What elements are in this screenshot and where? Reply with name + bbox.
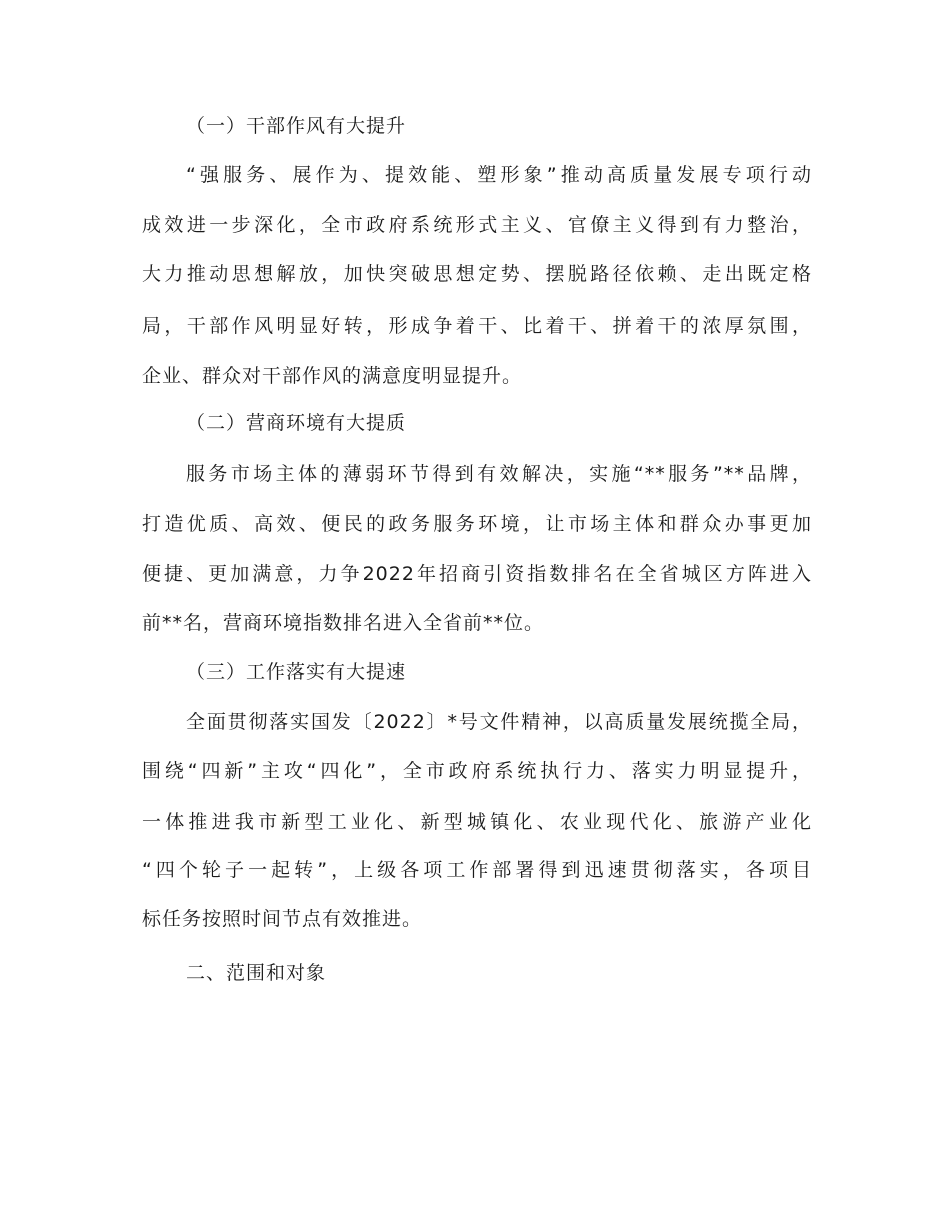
paragraph-line: 成效进一步深化，全市政府系统形式主义、官僚主义得到有力整治， — [142, 214, 812, 236]
paragraph-line: 打造优质、高效、便民的政务服务环境，让市场主体和群众办事更加 — [142, 513, 812, 535]
paragraph-line: “四个轮子一起转”，上级各项工作部署得到迅速贯彻落实，各项目 — [142, 859, 812, 881]
paragraph-line: 服务市场主体的薄弱环节得到有效解决，实施“**服务”**品牌， — [186, 463, 812, 485]
section-heading-cadre-style: （一）干部作风有大提升 — [186, 115, 407, 137]
section-heading-work-implementation: （三）工作落实有大提速 — [186, 661, 407, 683]
paragraph-line: 大力推动思想解放，加快突破思想定势、摆脱路径依赖、走出既定格 — [142, 263, 812, 285]
paragraph-line: 便捷、更加满意，力争2022年招商引资指数排名在全省城区方阵进入 — [142, 563, 812, 585]
paragraph-line: “强服务、展作为、提效能、塑形象”推动高质量发展专项行动 — [186, 164, 812, 186]
paragraph-line: 一体推进我市新型工业化、新型城镇化、农业现代化、旅游产业化 — [142, 811, 812, 833]
paragraph-line: 企业、群众对干部作风的满意度明显提升。 — [142, 365, 523, 387]
section-heading-business-environment: （二）营商环境有大提质 — [186, 412, 407, 434]
paragraph-line: 前**名，营商环境指数排名进入全省前**位。 — [142, 612, 545, 634]
paragraph-line: 围绕“四新”主攻“四化”，全市政府系统执行力、落实力明显提升， — [142, 760, 812, 782]
paragraph-line: 全面贯彻落实国发〔2022〕*号文件精神，以高质量发展统揽全局， — [186, 711, 812, 733]
section-heading-scope-and-objects: 二、范围和对象 — [186, 962, 327, 984]
paragraph-line: 标任务按照时间节点有效推进。 — [142, 908, 423, 930]
paragraph-line: 局，干部作风明显好转，形成争着干、比着干、拼着干的浓厚氛围， — [142, 315, 812, 337]
